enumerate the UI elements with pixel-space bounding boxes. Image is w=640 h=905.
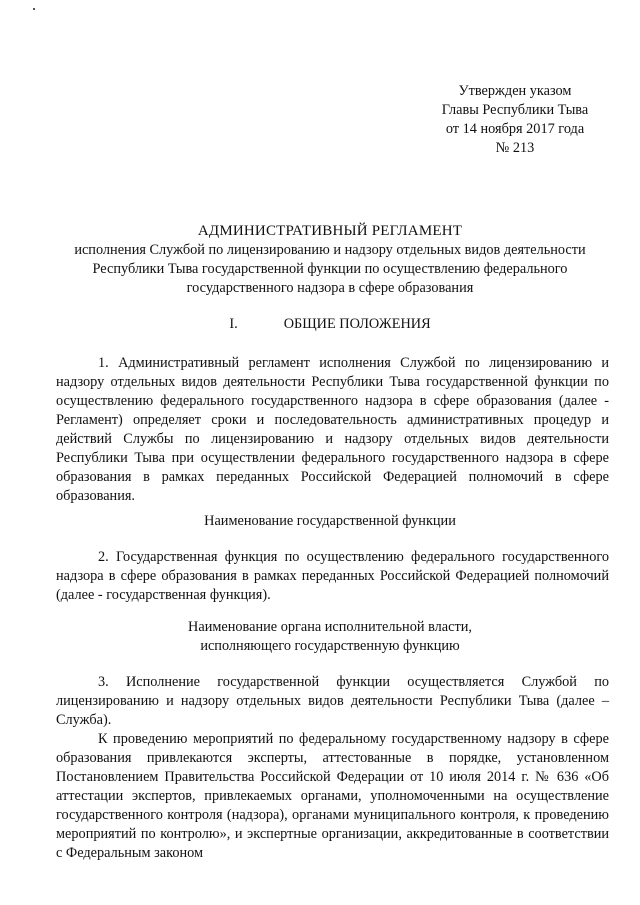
document-subtitle-line-1: исполнения Службой по лицензированию и надзору отдельных видов деятельности [74,242,586,258]
paragraph-4: К проведению мероприятий по федеральному государственному надзору в сфере образования привлекаются эксперты, аттестованные в порядке, установленном Постановлением Правительства Российской Федерации от 10 июля 2014 г. № 636 «Об аттестации экспертов, привлекаемых органами, уполномоченными на осуществление государственного контроля (надзора), органами муниципального контроля, к проведению мероприятий по контролю», и экспертные организации, аккредитованные в соответствии с Федеральным законом [56,731,609,861]
document-subtitle-line-2: Республики Тыва государственной функции по осуществлению федерального [92,261,568,277]
section-heading [40,315,620,334]
approval-line-4: № 213 [495,140,535,156]
approval-line-1: Утвержден указом [458,83,572,99]
paragraph-1: 1. Административный регламент исполнения Службой по лицензированию и надзору отдельных видов деятельности Республики Тыва государственной функции по осуществлению федерального государственного надзора в сфере образования (далее - Регламент) определяет сроки и последовательность административных процедур и действий Службы по лицензированию и надзору отдельных видов деятельности Республики Тыва при осуществлении федерального государственного надзора в сфере образования в рамках переданных Российской Федерацией полномочий в сфере образования. [56,355,609,504]
approval-stamp-block [420,82,610,158]
paragraph-3: 3. Исполнение государственной функции осуществляется Службой по лицензированию и надзору отдельных видов деятельности Республики Тыва (далее – Служба). [56,674,609,728]
document-title: АДМИНИСТРАТИВНЫЙ РЕГЛАМЕНТ [197,223,463,239]
section-number: I. [229,316,238,332]
document-subtitle-line-3: государственного надзора в сфере образования [186,280,474,296]
scan-dot [33,8,35,10]
approval-line-3: от 14 ноября 2017 года [445,121,585,137]
approval-line-2: Главы Республики Тыва [441,102,589,118]
subheading-function-name: Наименование государственной функции [204,513,456,529]
section-title: ОБЩИЕ ПОЛОЖЕНИЯ [283,316,431,332]
document-title-block [40,222,620,298]
paragraph-2: 2. Государственная функция по осуществлению федерального государственного надзора в сфере образования в рамках переданных Российской Федерацией полномочий (далее - государственная функция). [56,549,609,603]
subheading-authority-line-1: Наименование органа исполнительной власти, [188,619,472,635]
subheading-authority-line-2: исполняющего государственную функцию [200,638,460,654]
